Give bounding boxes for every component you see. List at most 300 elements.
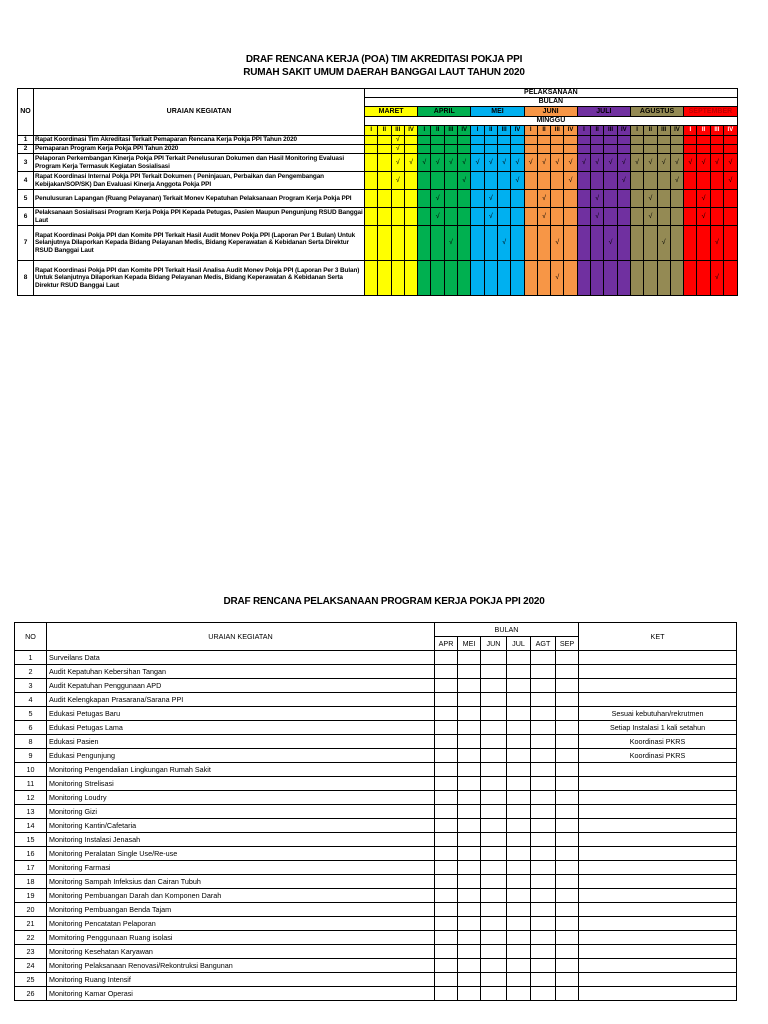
row-ket xyxy=(579,889,737,903)
month-cell xyxy=(556,945,579,959)
week-label: I xyxy=(471,126,484,136)
header-bulan: BULAN xyxy=(365,98,738,107)
month-agt: AGT xyxy=(531,637,556,651)
schedule-cell xyxy=(670,261,683,296)
schedule-cell xyxy=(657,172,670,190)
row-activity: Monitoring Ruang Intensif xyxy=(47,973,435,987)
month-cell xyxy=(435,833,458,847)
row-no: 12 xyxy=(15,791,47,805)
month-cell xyxy=(435,847,458,861)
schedule-cell xyxy=(617,145,630,154)
schedule-cell xyxy=(524,154,537,172)
program-row xyxy=(15,903,737,917)
month-cell xyxy=(481,973,507,987)
schedule-cell xyxy=(670,208,683,226)
check-mark: √ xyxy=(595,158,600,166)
month-cell xyxy=(556,805,579,819)
row-activity: Monitoring Farmasi xyxy=(47,861,435,875)
schedule-cell xyxy=(697,136,710,145)
week-label: III xyxy=(551,126,564,136)
month-mei: MEI xyxy=(471,107,524,117)
check-mark: √ xyxy=(488,194,493,202)
schedule-cell xyxy=(644,226,657,261)
check-mark: √ xyxy=(422,158,427,166)
month-cell xyxy=(531,833,556,847)
check-mark: √ xyxy=(395,145,400,153)
schedule-cell xyxy=(524,261,537,296)
row-activity: Edukasi Petugas Lama xyxy=(47,721,435,735)
schedule-cell xyxy=(444,226,457,261)
month-cell xyxy=(556,973,579,987)
program-row xyxy=(15,889,737,903)
row-no: 19 xyxy=(15,889,47,903)
row-ket xyxy=(579,791,737,805)
schedule-cell xyxy=(471,136,484,145)
month-cell xyxy=(556,679,579,693)
week-label: III xyxy=(657,126,670,136)
schedule-cell xyxy=(604,208,617,226)
month-cell xyxy=(435,875,458,889)
row-no: 20 xyxy=(15,903,47,917)
schedule-cell xyxy=(537,172,550,190)
month-cell xyxy=(531,931,556,945)
month-cell xyxy=(458,679,481,693)
month-cell xyxy=(481,735,507,749)
schedule-cell xyxy=(577,226,590,261)
week-label: III xyxy=(604,126,617,136)
row-activity: Pelaksanaan Sosialisasi Program Kerja Pokja PPI Kepada Petugas, Pasien Maupun Pengunjung RSUD Banggai Laut xyxy=(35,209,363,224)
schedule-cell xyxy=(524,226,537,261)
row-activity: Monitoring Gizi xyxy=(47,805,435,819)
schedule-cell xyxy=(617,172,630,190)
month-cell xyxy=(435,945,458,959)
schedule-cell xyxy=(630,226,643,261)
month-cell xyxy=(556,875,579,889)
row-no: 4 xyxy=(15,693,47,707)
month-cell xyxy=(556,931,579,945)
schedule-cell xyxy=(404,145,417,154)
program-row xyxy=(15,875,737,889)
schedule-cell xyxy=(497,190,510,208)
row-ket xyxy=(579,945,737,959)
row-no: 23 xyxy=(15,945,47,959)
month-cell xyxy=(481,777,507,791)
month-cell xyxy=(458,735,481,749)
month-cell xyxy=(531,805,556,819)
month-cell xyxy=(556,721,579,735)
row-ket xyxy=(579,861,737,875)
check-mark: √ xyxy=(648,212,653,220)
schedule-cell xyxy=(564,261,577,296)
schedule-cell xyxy=(564,226,577,261)
month-cell xyxy=(556,833,579,847)
month-cell xyxy=(458,889,481,903)
schedule-cell xyxy=(484,172,497,190)
schedule-cell xyxy=(724,208,738,226)
month-agustus: AGUSTUS xyxy=(630,107,683,117)
month-cell xyxy=(531,791,556,805)
schedule-cell xyxy=(617,190,630,208)
check-mark: √ xyxy=(661,239,666,247)
schedule-cell xyxy=(418,145,431,154)
month-cell xyxy=(531,763,556,777)
poa-schedule-table xyxy=(17,88,738,296)
schedule-cell xyxy=(484,261,497,296)
month-cell xyxy=(481,763,507,777)
month-cell xyxy=(458,833,481,847)
schedule-cell xyxy=(431,136,444,145)
month-cell xyxy=(556,959,579,973)
schedule-cell xyxy=(630,261,643,296)
week-label: II xyxy=(431,126,444,136)
schedule-cell xyxy=(630,145,643,154)
program-row xyxy=(15,651,737,665)
program-row xyxy=(15,679,737,693)
row-activity: Monitoring Pembuangan Darah dan Komponen Darah xyxy=(47,889,435,903)
schedule-cell xyxy=(418,154,431,172)
schedule-cell xyxy=(378,190,391,208)
month-cell xyxy=(435,749,458,763)
check-mark: √ xyxy=(568,158,573,166)
month-cell xyxy=(507,847,531,861)
poa-row xyxy=(18,208,738,226)
month-cell xyxy=(507,721,531,735)
header-uraian: URAIAN KEGIATAN xyxy=(34,89,365,136)
row-no: 25 xyxy=(15,973,47,987)
header-no: NO xyxy=(18,89,34,136)
month-cell xyxy=(458,987,481,1001)
row-activity: Momitoring Penggunaan Ruang isolasi xyxy=(47,931,435,945)
schedule-cell xyxy=(418,136,431,145)
month-cell xyxy=(481,931,507,945)
schedule-cell xyxy=(670,226,683,261)
schedule-cell xyxy=(444,261,457,296)
schedule-cell xyxy=(444,190,457,208)
row-no: 2 xyxy=(18,145,34,154)
month-cell xyxy=(458,819,481,833)
schedule-cell xyxy=(604,145,617,154)
schedule-cell xyxy=(710,172,723,190)
week-label: I xyxy=(577,126,590,136)
row-ket xyxy=(579,665,737,679)
schedule-cell xyxy=(564,190,577,208)
month-cell xyxy=(481,917,507,931)
month-cell xyxy=(435,959,458,973)
row-no: 2 xyxy=(15,665,47,679)
week-label: III xyxy=(497,126,510,136)
schedule-cell xyxy=(444,145,457,154)
month-cell xyxy=(556,749,579,763)
program-row xyxy=(15,959,737,973)
schedule-cell xyxy=(431,226,444,261)
program-row xyxy=(15,721,737,735)
month-cell xyxy=(481,665,507,679)
schedule-cell xyxy=(511,261,524,296)
month-cell xyxy=(507,791,531,805)
month-cell xyxy=(507,749,531,763)
week-label: IV xyxy=(670,126,683,136)
month-cell xyxy=(481,987,507,1001)
month-cell xyxy=(507,889,531,903)
schedule-cell xyxy=(710,226,723,261)
check-mark: √ xyxy=(621,176,626,184)
schedule-cell xyxy=(644,136,657,145)
month-cell xyxy=(556,791,579,805)
schedule-cell xyxy=(537,136,550,145)
row-ket xyxy=(579,805,737,819)
poa-row xyxy=(18,154,738,172)
program-row xyxy=(15,945,737,959)
month-cell xyxy=(458,875,481,889)
schedule-cell xyxy=(551,208,564,226)
schedule-cell xyxy=(657,226,670,261)
schedule-cell xyxy=(497,145,510,154)
header-pelaksanaan: PELAKSANAAN xyxy=(365,89,738,98)
check-mark: √ xyxy=(555,239,560,247)
schedule-cell xyxy=(391,208,404,226)
check-mark: √ xyxy=(462,176,467,184)
header-ket: KET xyxy=(579,623,737,651)
schedule-cell xyxy=(497,226,510,261)
schedule-cell xyxy=(404,190,417,208)
month-cell xyxy=(556,763,579,777)
schedule-cell xyxy=(551,261,564,296)
row-activity: Monitoring Sampah Infeksius dan Cairan Tubuh xyxy=(47,875,435,889)
schedule-cell xyxy=(458,261,471,296)
schedule-cell xyxy=(484,226,497,261)
week-label: IV xyxy=(564,126,577,136)
schedule-cell xyxy=(684,172,697,190)
month-cell xyxy=(435,721,458,735)
week-label: I xyxy=(365,126,378,136)
schedule-cell xyxy=(724,172,738,190)
program-row xyxy=(15,931,737,945)
program-header-row xyxy=(15,623,737,637)
schedule-cell xyxy=(418,208,431,226)
row-ket xyxy=(579,987,737,1001)
month-cell xyxy=(481,833,507,847)
schedule-cell xyxy=(391,154,404,172)
schedule-cell xyxy=(365,226,378,261)
check-mark: √ xyxy=(714,274,719,282)
week-label: II xyxy=(537,126,550,136)
schedule-cell xyxy=(724,154,738,172)
schedule-cell xyxy=(551,172,564,190)
row-ket xyxy=(579,959,737,973)
row-no: 1 xyxy=(18,136,34,145)
month-cell xyxy=(556,665,579,679)
check-mark: √ xyxy=(475,158,480,166)
row-activity: Monitoring Loudry xyxy=(47,791,435,805)
month-cell xyxy=(458,973,481,987)
check-mark: √ xyxy=(395,176,400,184)
schedule-cell xyxy=(511,145,524,154)
month-cell xyxy=(531,847,556,861)
month-cell xyxy=(531,665,556,679)
schedule-cell xyxy=(604,136,617,145)
month-cell xyxy=(435,903,458,917)
week-label: II xyxy=(644,126,657,136)
month-cell xyxy=(507,903,531,917)
check-mark: √ xyxy=(608,158,613,166)
month-cell xyxy=(531,889,556,903)
month-jul: JUL xyxy=(507,637,531,651)
month-apr: APR xyxy=(435,637,458,651)
month-cell xyxy=(435,861,458,875)
schedule-cell xyxy=(591,261,604,296)
month-cell xyxy=(481,805,507,819)
schedule-cell xyxy=(365,208,378,226)
month-cell xyxy=(531,679,556,693)
check-mark: √ xyxy=(542,212,546,220)
week-label: III xyxy=(391,126,404,136)
month-cell xyxy=(556,917,579,931)
row-activity: Monitoring Pencatatan Pelaporan xyxy=(47,917,435,931)
schedule-cell xyxy=(551,226,564,261)
month-cell xyxy=(481,847,507,861)
program-row xyxy=(15,847,737,861)
row-no: 7 xyxy=(18,226,34,261)
month-cell xyxy=(458,847,481,861)
schedule-cell xyxy=(511,172,524,190)
row-activity: Monitoring Strelisasi xyxy=(47,777,435,791)
month-cell xyxy=(507,931,531,945)
schedule-cell xyxy=(684,154,697,172)
month-cell xyxy=(531,987,556,1001)
program-row xyxy=(15,665,737,679)
month-cell xyxy=(435,973,458,987)
schedule-cell xyxy=(697,145,710,154)
week-label: IV xyxy=(617,126,630,136)
header-uraian: URAIAN KEGIATAN xyxy=(47,623,435,651)
program-row xyxy=(15,833,737,847)
schedule-cell xyxy=(378,136,391,145)
check-mark: √ xyxy=(435,158,440,166)
week-label: IV xyxy=(404,126,417,136)
row-activity: Monitoring Pembuangan Benda Tajam xyxy=(47,903,435,917)
check-mark: √ xyxy=(568,176,573,184)
schedule-cell xyxy=(591,226,604,261)
check-mark: √ xyxy=(502,239,507,247)
schedule-cell xyxy=(458,190,471,208)
month-cell xyxy=(531,959,556,973)
month-cell xyxy=(435,777,458,791)
month-cell xyxy=(458,749,481,763)
month-cell xyxy=(458,791,481,805)
check-mark: √ xyxy=(661,158,666,166)
schedule-cell xyxy=(697,208,710,226)
schedule-cell xyxy=(564,145,577,154)
schedule-cell xyxy=(458,208,471,226)
schedule-cell xyxy=(484,190,497,208)
program-table xyxy=(14,622,737,1001)
month-cell xyxy=(507,805,531,819)
schedule-cell xyxy=(724,226,738,261)
month-cell xyxy=(481,679,507,693)
schedule-cell xyxy=(697,190,710,208)
schedule-cell xyxy=(537,261,550,296)
schedule-cell xyxy=(471,190,484,208)
row-activity: Pelaporan Perkembangan Kinerja Pokja PPI Terkait Penelusuran Dokumen dan Hasil Monitoring Evaluasi Program Kerja Termasuk Kegiatan Sosialisasi xyxy=(34,154,365,172)
row-no: 6 xyxy=(15,721,47,735)
month-cell xyxy=(531,749,556,763)
month-cell xyxy=(481,721,507,735)
schedule-cell xyxy=(697,154,710,172)
row-activity: Audit Kepatuhan Kebersihan Tangan xyxy=(47,665,435,679)
schedule-cell xyxy=(724,145,738,154)
month-cell xyxy=(481,707,507,721)
schedule-cell xyxy=(537,145,550,154)
schedule-cell xyxy=(484,136,497,145)
schedule-cell xyxy=(551,154,564,172)
month-cell xyxy=(435,707,458,721)
schedule-cell xyxy=(418,190,431,208)
check-mark: √ xyxy=(688,158,693,166)
schedule-cell xyxy=(644,145,657,154)
schedule-cell xyxy=(697,172,710,190)
row-activity: Surveilans Data xyxy=(47,651,435,665)
week-label: I xyxy=(524,126,537,136)
row-activity: Monitoring Kamar Operasi xyxy=(47,987,435,1001)
schedule-cell xyxy=(670,172,683,190)
week-label: II xyxy=(591,126,604,136)
month-cell xyxy=(435,805,458,819)
month-cell xyxy=(458,651,481,665)
schedule-cell xyxy=(577,190,590,208)
program-row xyxy=(15,707,737,721)
month-cell xyxy=(481,651,507,665)
month-cell xyxy=(458,707,481,721)
schedule-cell xyxy=(391,226,404,261)
month-cell xyxy=(435,651,458,665)
schedule-cell xyxy=(391,190,404,208)
month-cell xyxy=(507,833,531,847)
month-cell xyxy=(435,763,458,777)
schedule-cell xyxy=(657,208,670,226)
schedule-cell xyxy=(591,154,604,172)
month-cell xyxy=(481,959,507,973)
poa-header-row xyxy=(18,89,738,98)
poa-row xyxy=(18,261,738,296)
month-cell xyxy=(556,847,579,861)
schedule-cell xyxy=(617,208,630,226)
schedule-cell xyxy=(458,136,471,145)
schedule-cell xyxy=(591,190,604,208)
month-april: APRIL xyxy=(418,107,471,117)
check-mark: √ xyxy=(595,212,600,220)
row-ket xyxy=(579,819,737,833)
row-no: 3 xyxy=(15,679,47,693)
schedule-cell xyxy=(511,136,524,145)
week-label: IV xyxy=(458,126,471,136)
month-cell xyxy=(435,819,458,833)
schedule-cell xyxy=(697,226,710,261)
month-cell xyxy=(556,651,579,665)
schedule-cell xyxy=(657,145,670,154)
row-activity: Rapat Koordinasi Pokja PPI dan Komite PPI Terkait Hasil Analisa Audit Monev Pokja PPI (Laporan Per 3 Bulan) Untuk Selanjutnya Dilaporkan Kepada Bidang Pelayanan Medis, Bidang Keperawatan & Kebidanan Serta Direktur RSUD Banggai Laut xyxy=(34,261,365,296)
schedule-cell xyxy=(404,208,417,226)
check-mark: √ xyxy=(555,158,560,166)
header-no: NO xyxy=(15,623,47,651)
month-cell xyxy=(556,693,579,707)
schedule-cell xyxy=(431,261,444,296)
row-activity: Rapat Koordinasi Pokja PPI dan Komite PPI Terkait Hasil Audit Monev Pokja PPI (Laporan Per 1 Bulan) Untuk Selanjutnya Dilaporkan Kepada Bidang Pelayanan Medis, Bidang Keperawatan & Kebidanan Serta Direktur RSUD Banggai Laut xyxy=(34,226,365,261)
schedule-cell xyxy=(497,208,510,226)
month-juli: JULI xyxy=(577,107,630,117)
schedule-cell xyxy=(431,172,444,190)
check-mark: √ xyxy=(449,239,453,247)
schedule-cell xyxy=(604,154,617,172)
